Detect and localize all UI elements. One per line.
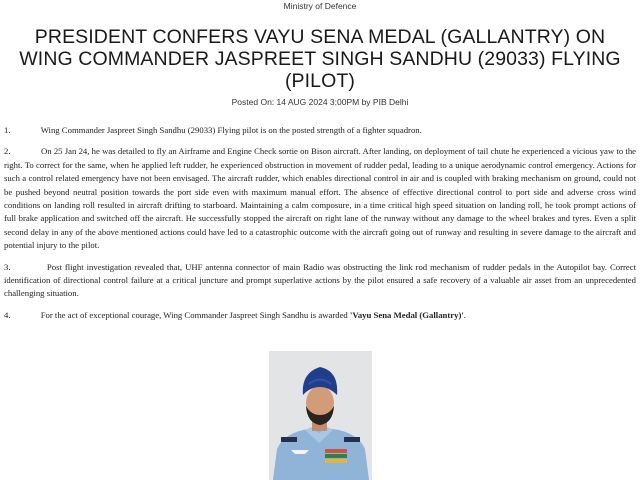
epaulette-left <box>281 437 297 442</box>
paragraph-2 <box>4 145 636 252</box>
paragraph-number: 1. <box>4 125 11 135</box>
medal-ribbon <box>325 449 347 453</box>
page-title: PRESIDENT CONFERS VAYU SENA MEDAL (GALLANTRY) ON WING COMMANDER JASPREET SINGH SANDHU (29033) FLYING (PILOT) <box>19 26 621 92</box>
posted-on-line: Posted On: 14 AUG 2024 3:00PM by PIB Delhi <box>231 97 409 107</box>
paragraph-number: 3. <box>4 261 11 272</box>
paragraph-text: Post flight investigation revealed that, UHF antenna connector of main Radio was obstructing the link rod mechanism of rudder pedals in the Autopilot bay. Correct identification of directional control failure at a critical juncture and prompt superlative actions by the pilot ensured a safe recovery of a valuable air asset from an unprecedented challenging situation. <box>4 261 636 299</box>
paragraph-number: 4. <box>4 309 11 320</box>
paragraph-text: On 25 Jan 24, he was detailed to fly an Airframe and Engine Check sortie on Bison aircraft. After landing, on deployment of tail chute he experienced a vicious yaw to the right. To correct for the same, when he applied left rudder, he experienced obstruction in movement of rudder pedal, leading to a unique aerodynamic control emergency. Actions for such a control related emergency have not been envisaged. The aircraft rudder, which enables directional control in air and is coupled with braking mechanism on ground, could not be pushed beyond neutral position towards the port side even with maximum manual effort. The absence of effective directional control to port side and adverse cross wind conditions on landing roll resulted in aircraft drifting to starboard. Maintaining a calm composure, in a time critical high speed situation on landing roll, he took prompt actions of full brake application and switched off the aircraft. He successfully stopped the aircraft on right lane of the runway without any damage to the wheel brakes and tyres. Even a split second delay in any of the above mentioned actions could have led to a catastrophic outcome with the aircraft going out of runway and resulting in severe damage to the aircraft and potential injury to the pilot. <box>4 146 637 251</box>
epaulette-right <box>344 437 360 442</box>
paragraph-4 <box>4 309 636 322</box>
officer-portrait <box>269 351 372 480</box>
award-name: 'Vayu Sena Medal (Gallantry)' <box>349 309 464 320</box>
officer-portrait-drawing <box>269 351 372 480</box>
medal-ribbon <box>325 454 347 458</box>
medal-ribbon <box>325 459 347 463</box>
paragraph-end: . <box>463 309 466 320</box>
ministry-label: Ministry of Defence <box>283 1 357 11</box>
article-body <box>4 124 636 330</box>
paragraph-number: 2. <box>4 146 11 157</box>
paragraph-text: For the act of exceptional courage, Wing Commander Jaspreet Singh Sandhu is awarded <box>40 309 350 320</box>
paragraph-1 <box>4 124 636 137</box>
paragraph-3 <box>4 261 636 301</box>
paragraph-text: Wing Commander Jaspreet Singh Sandhu (29033) Flying pilot is on the posted strength of a fighter squadron. <box>40 125 422 135</box>
